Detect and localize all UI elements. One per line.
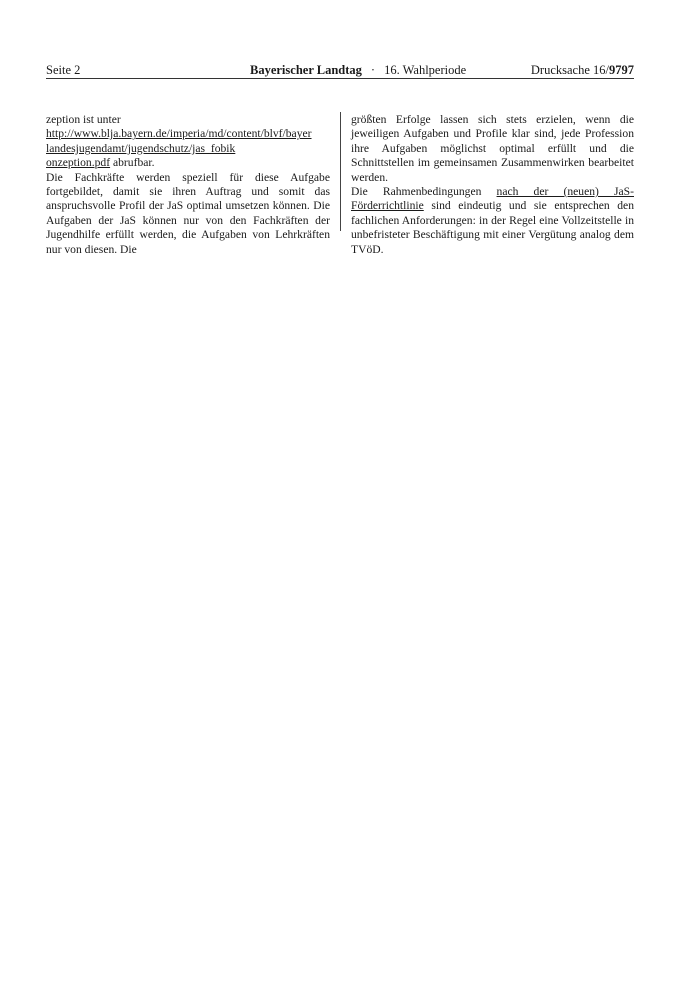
url-link-end[interactable]: onzeption.pdf [46,156,111,170]
url-link-line-2[interactable]: landesjugendamt/jugendschutz/jas_fobik [46,141,236,155]
p2-end: sind eindeutig und sie entsprechen den fachlichen Anforderungen: in der Regel eine Vollzeitstelle in unbefristeter Beschäftigung mit einer Vergütung analog dem TVöD. [351,199,634,256]
body-paragraph-left: Die Fachkräfte werden speziell für diese Aufgabe fortgebildet, damit sie ihren Auftrag und somit das anspruchsvolle Profil der JaS optimal umsetzen können. Die Aufgaben der JaS können nur von den Fachkräften der Jugendhilfe erfüllt werden, die Aufgaben von Lehrkräften nur von diesen. Die [46,170,330,256]
legislative-period: 16. Wahlperiode [384,63,467,77]
intro-line: zeption ist unter [46,113,121,126]
body-paragraph-right-2 [351,185,634,257]
link-suffix: abrufbar. [110,156,155,170]
page-number: Seite 2 [46,63,81,77]
body-paragraph-right-1: größten Erfolge lassen sich stets erzielen, wenn die jeweiligen Aufgaben und Profile klar sind, jede Profession ihre Aufgaben möglichst optimal erfüllt und die Schnittstellen im gemeinsamen Zusammenwirken bearbeitet werden. [351,113,634,184]
parliament-name: Bayerischer Landtag [250,63,362,77]
page-header [46,62,634,79]
drucksache-number: 9797 [609,63,634,77]
url-link-line-1[interactable]: http://www.blja.bayern.de/imperia/md/content/blvf/bayer [46,127,312,141]
column-divider [340,112,341,231]
left-column [46,113,330,257]
right-column [351,113,634,257]
header-separator: · [370,63,376,77]
drucksache-prefix: Drucksache 16/ [530,63,609,77]
underlined-phrase: nach der (neuen) JaS-Förderrichtlinie [351,185,634,213]
drucksache-reference [531,62,634,78]
p2-start: Die Rahmenbedingungen [351,185,497,199]
url-link-line-3 [46,156,330,170]
header-title [250,62,466,78]
